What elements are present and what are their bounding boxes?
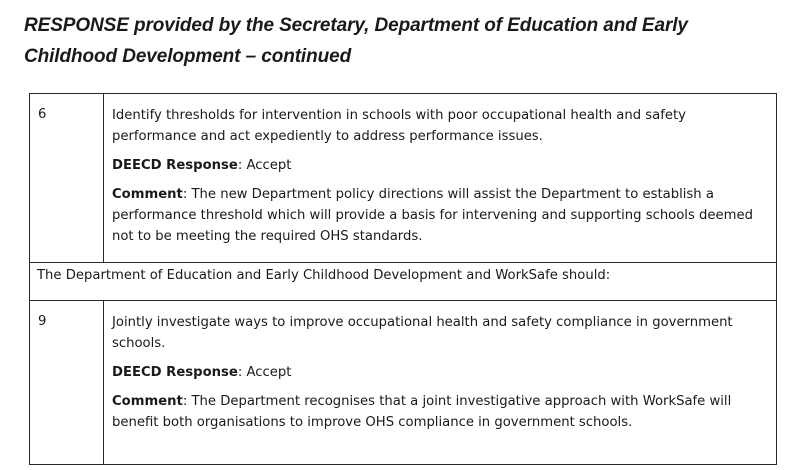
response-label: DEECD Response: [112, 158, 238, 173]
table-row: [30, 94, 777, 263]
recommendation-text: Identify thresholds for intervention in schools with poor occupational health and safety performance and act expediently to address performance issues.: [112, 108, 686, 144]
comment-label: Comment: [112, 394, 183, 409]
recommendation-body: [104, 94, 777, 263]
deecd-response: [112, 362, 768, 383]
response-value: : Accept: [237, 158, 292, 173]
comment: [112, 391, 768, 433]
recommendation-number: 6: [30, 94, 104, 263]
recommendation-text: Jointly investigate ways to improve occupational health and safety compliance in government schools.: [112, 315, 733, 351]
response-value: : Accept: [237, 365, 292, 380]
comment-text: : The Department recognises that a joint investigative approach with WorkSafe will benefit both organisations to improve OHS compliance in government schools.: [112, 394, 732, 430]
comment: [112, 184, 768, 247]
table-row: [30, 263, 777, 301]
comment-label: Comment: [112, 187, 183, 202]
deecd-response: [112, 155, 768, 176]
heading-line-1: RESPONSE provided by the Secretary, Department of Education and Early: [24, 15, 688, 36]
recommendation-body: [104, 301, 777, 465]
table-row: [30, 301, 777, 465]
heading-line-2: Childhood Development – continued: [24, 46, 352, 67]
recommendations-table: [29, 93, 777, 465]
recommendation-number: 9: [30, 301, 104, 465]
comment-text: : The new Department policy directions will assist the Department to establish a performance threshold which will provide a basis for intervening and supporting schools deemed not to be meeting the required OHS standards.: [112, 187, 753, 244]
response-label: DEECD Response: [112, 365, 238, 380]
section-heading-row: The Department of Education and Early Childhood Development and WorkSafe should:: [30, 263, 777, 301]
page-heading: [24, 10, 784, 72]
